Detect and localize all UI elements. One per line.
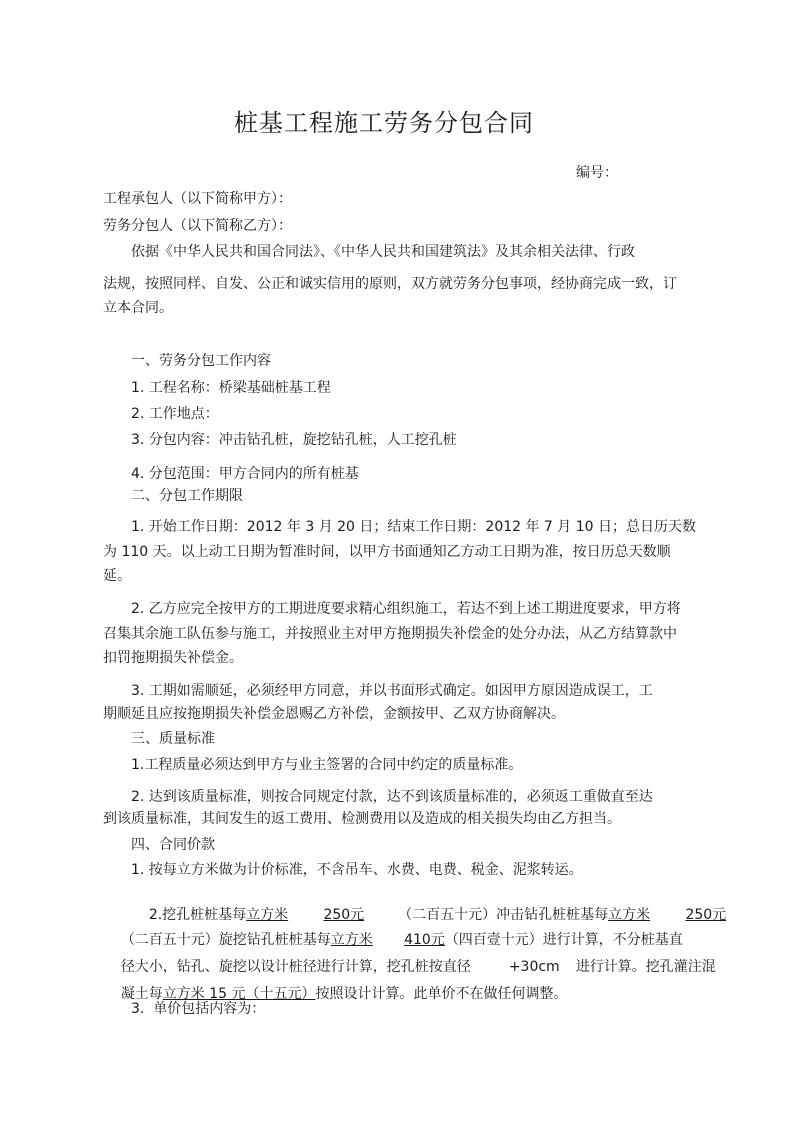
list-item: 2. 工作地点： (131, 406, 219, 422)
contract-number-label: 编号： (576, 165, 618, 181)
party-contractor: 工程承包人（以下简称甲方）： (103, 191, 292, 207)
preamble-line: 法规，按照同样、自发、公正和诚实信用的原则，双方就劳务分包事项，经协商完成一致，订 (103, 276, 677, 292)
paragraph-line: 3. 工期如需顺延，必须经甲方同意，并以书面形式确定。如因甲方原因造成误工，工 (131, 683, 653, 699)
price-text: 凝土每 (120, 986, 163, 1002)
section-heading: 三、质量标准 (131, 731, 215, 747)
paragraph-line: 1.工程质量必须达到甲方与业主签署的合同中约定的质量标准。 (131, 757, 523, 773)
paragraph-line: 期顺延且应按拖期损失补偿金恩赐乙方补偿，金额按甲、乙双方协商解决。 (103, 706, 565, 722)
paragraph-line: 延。 (103, 568, 131, 584)
price-text: 进行计算。挖孔灌注混 (575, 959, 716, 975)
paragraph-line: 1. 开始工作日期：2012 年 3 月 20 日；结束工作日期：2012 年 7 月 10 日；总日历天数 (131, 519, 697, 535)
document-title: 桩基工程施工劳务分包合同 (234, 109, 534, 137)
price-text: （二百五十元）旋挖钻孔桩桩基每 (120, 932, 331, 948)
party-subcontractor: 劳务分包人（以下简称乙方）： (103, 218, 292, 234)
price-currency: 元 (430, 932, 445, 948)
price-unit: 立方米 (246, 907, 289, 923)
price-text: 按照设计计算。此单价不在做任何调整。 (315, 986, 568, 1002)
paragraph-line: 2. 乙方应完全按甲方的工期进度要求精心组织施工，若达不到上述工期进度要求，甲方将 (131, 601, 681, 617)
diameter-addition: +30cm (508, 959, 560, 975)
price-unit: 立方米 (330, 932, 373, 948)
section-heading: 二、分包工作期限 (131, 488, 243, 504)
concrete-price: 立方米 15 元（十五元） (162, 986, 316, 1002)
price-text: 径大小，钻孔、旋挖以设计桩径进行计算，挖孔桩按直径 (120, 959, 471, 975)
paragraph-line: 为 110 天。以上动工日期为暂准时间，以甲方书面通知乙方动工日期为准，按日历总天数顺 (103, 544, 671, 560)
paragraph-line: 3. 单价包括内容为： (131, 1001, 266, 1017)
price-currency: 元 (712, 907, 727, 923)
section-heading: 一、劳务分包工作内容 (131, 353, 271, 369)
list-item: 3. 分包内容：冲击钻孔桩，旋挖钻孔桩，人工挖孔桩 (131, 432, 457, 448)
paragraph-line: 到该质量标准，其间发生的返工费用、检测费用以及造成的相关损失均由乙方担当。 (103, 811, 621, 827)
price-value: 410 (404, 932, 431, 948)
preamble-line: 依据《中华人民共和国合同法》、《中华人民共和国建筑法》及其余相关法律、行政 (131, 244, 635, 260)
price-value: 250 (685, 907, 713, 923)
price-value: 250 (323, 907, 351, 923)
price-text: （二百五十元）冲击钻孔桩桩基每 (398, 907, 609, 923)
price-text: （四百壹十元）进行计算，不分桩基直 (444, 932, 683, 948)
price-text: 2.挖孔桩桩基每 (148, 907, 247, 923)
preamble-line: 立本合同。 (103, 300, 173, 316)
price-unit: 立方米 (608, 907, 651, 923)
paragraph-line: 召集其余施工队伍参与施工，并按照业主对甲方拖期损失补偿金的处分办法，从乙方结算款中 (103, 626, 677, 642)
paragraph-line: 1. 按每立方米做为计价标准，不含吊车、水费、电费、税金、泥浆转运。 (131, 862, 583, 878)
list-item: 4. 分包范围：甲方合同内的所有桩基 (131, 466, 359, 482)
paragraph-line: 扣罚拖期损失补偿金。 (103, 650, 243, 666)
list-item: 1. 工程名称：桥梁基础桩基工程 (131, 380, 331, 396)
section-heading: 四、合同价款 (131, 837, 215, 853)
price-currency: 元 (350, 907, 365, 923)
paragraph-line: 2. 达到该质量标准，则按合同规定付款，达不到该质量标准的，必须返工重做直至达 (131, 789, 653, 805)
